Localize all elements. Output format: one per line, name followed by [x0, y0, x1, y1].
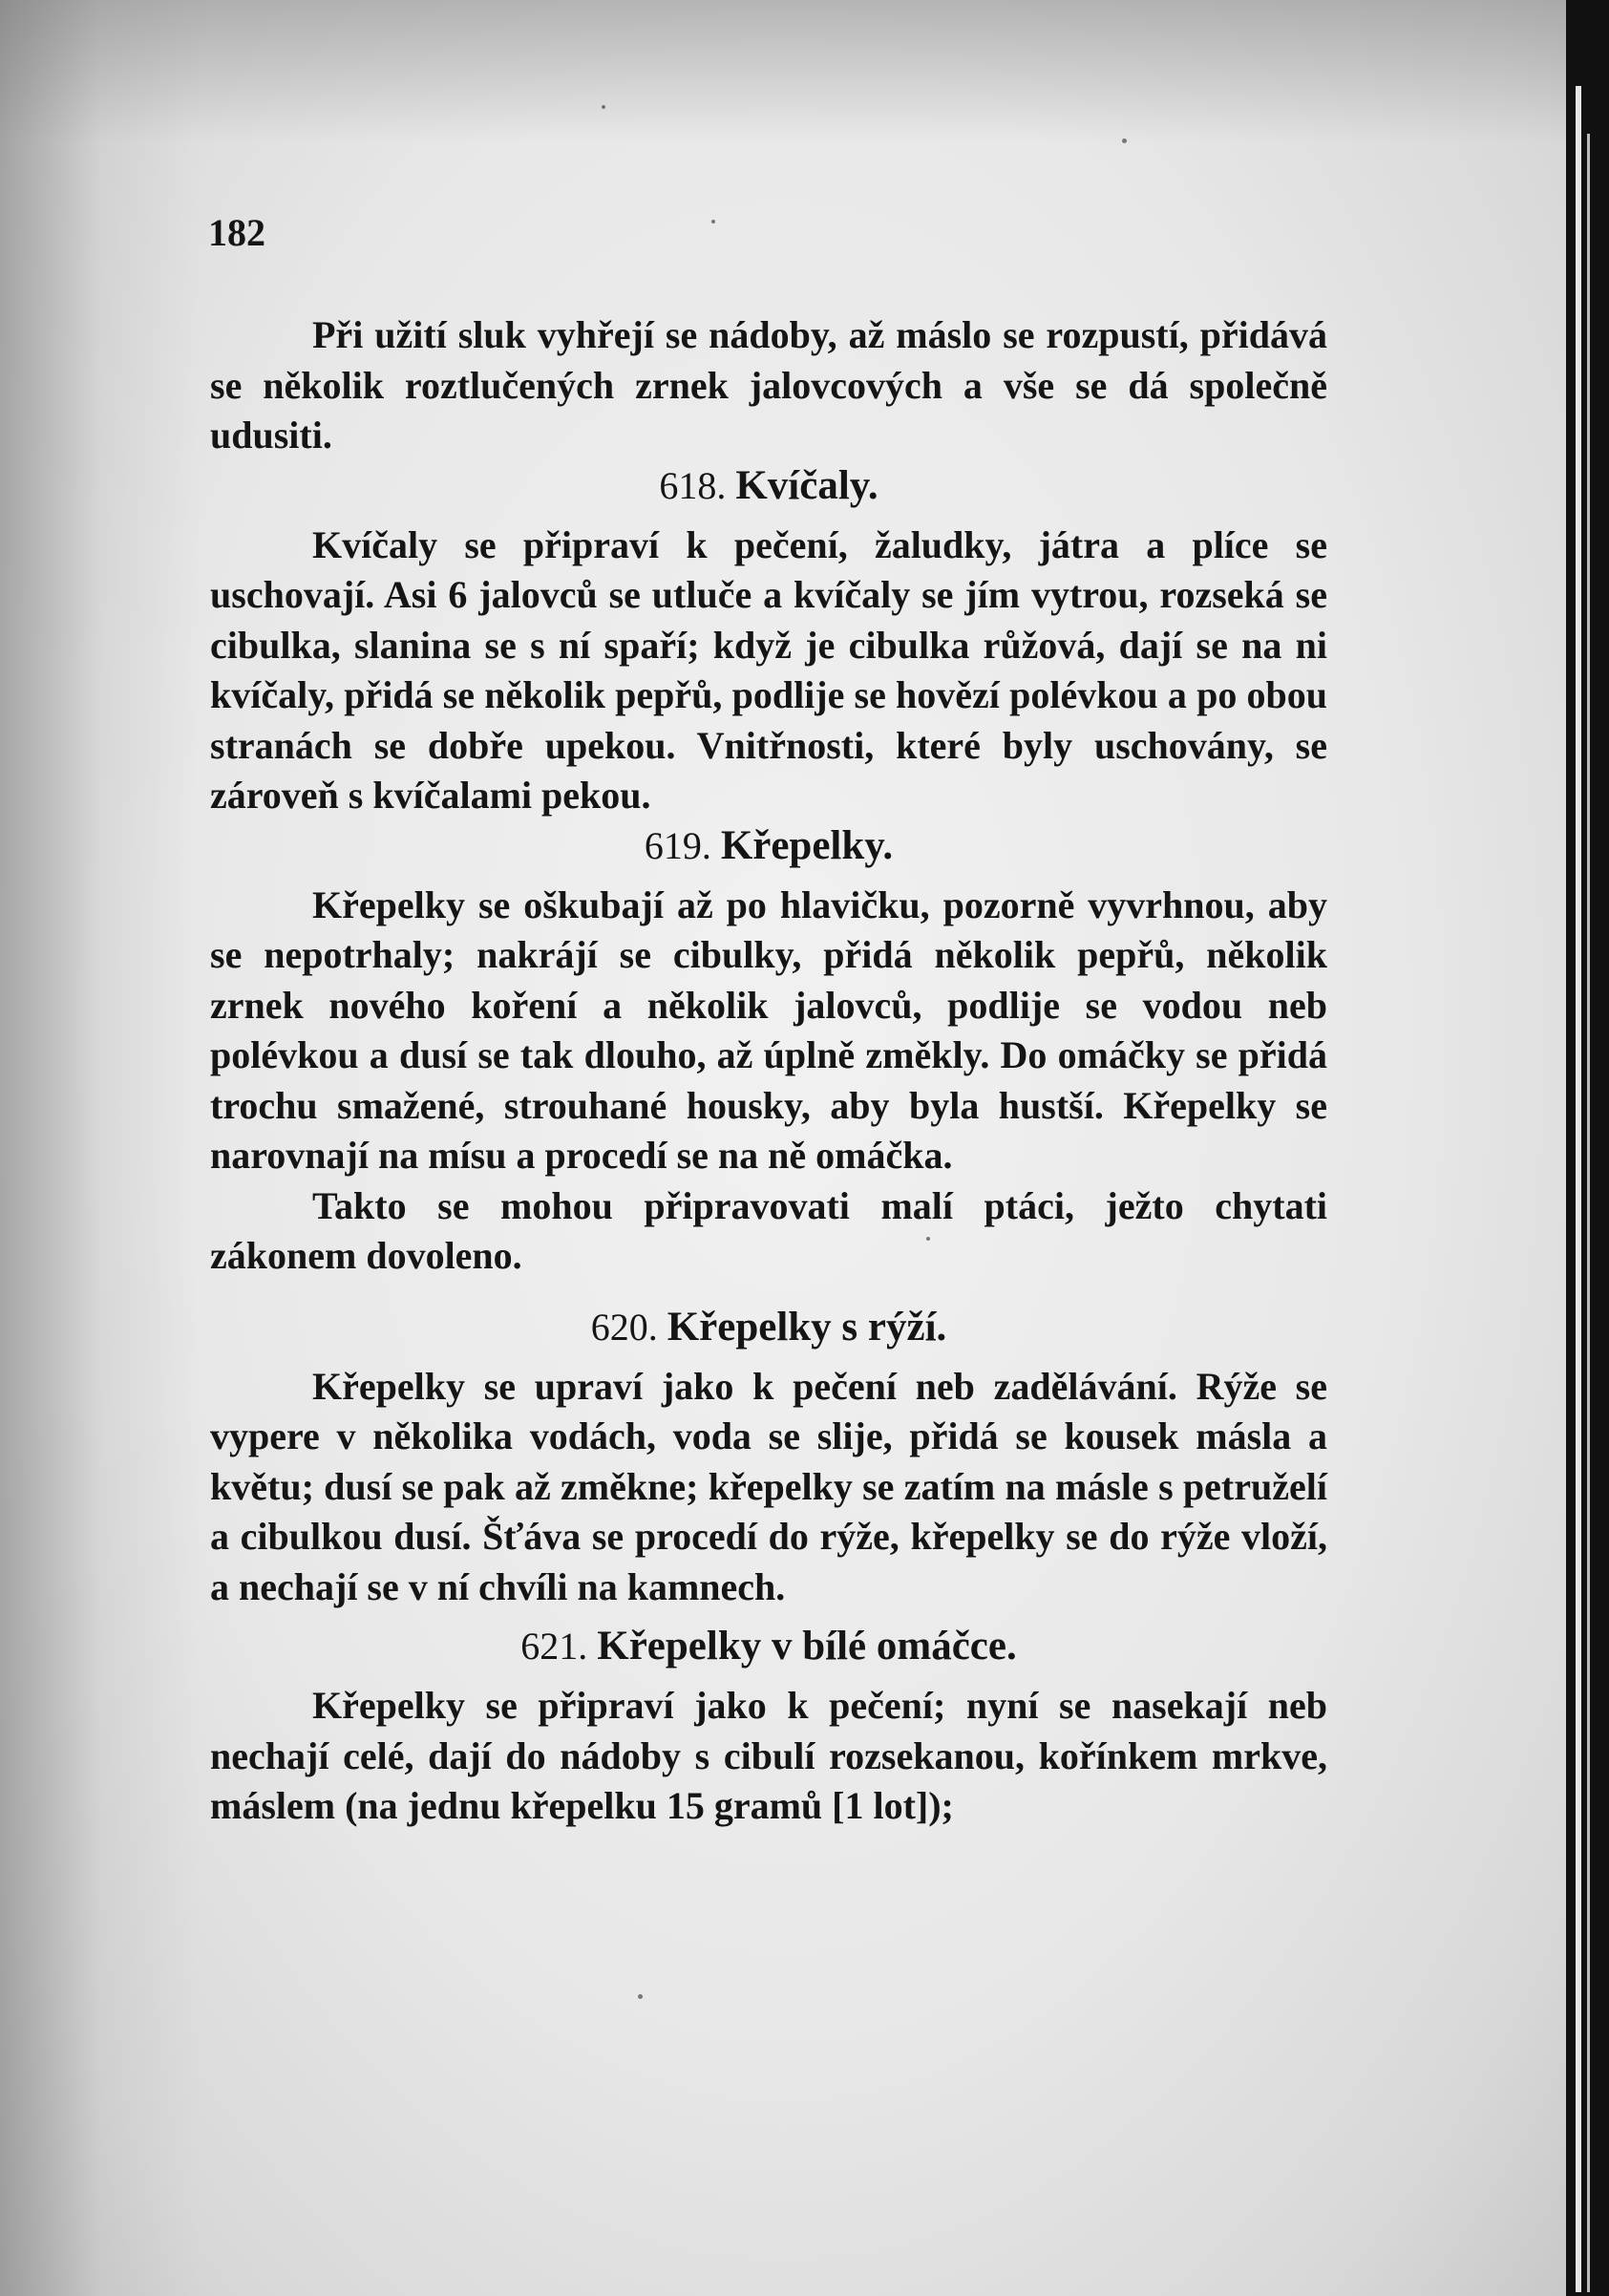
- page-number: 182: [208, 211, 265, 254]
- recipe-heading-618: [210, 461, 1327, 511]
- print-speck: [602, 105, 605, 109]
- recipe-paragraph: Křepelky se připraví jako k pečení; nyní se nasekají neb nechají celé, dají do nádoby s cibulí rozsekanou, kořínkem mrkve, máslem (na jednu křepelku 15 gramů [1 lot]);: [210, 1684, 1327, 1827]
- recipe-heading-621: [210, 1622, 1327, 1671]
- recipe-number: 621.: [520, 1625, 588, 1668]
- intro-paragraph: Při užití sluk vyhřejí se nádoby, až máslo se rozpustí, přidává se několik roztlučených zrnek jalovcových a vše se dá společně udusiti.: [210, 313, 1327, 457]
- recipe-paragraph: Kvíčaly se připraví k pečení, žaludky, játra a plíce se uschovají. Asi 6 jalovců se utluče a kvíčaly se jím vytrou, rozseká se cibulka, slanina se s ní spaří; když je cibulka růžová, dají se na ni kvíčaly, přidá se několik pepřů, podlije se hovězí polévkou a po obou stranách se dobře upekou. Vnitřnosti, které byly uschovány, se zároveň s kvíčalami pekou.: [210, 522, 1327, 817]
- print-speck: [1122, 138, 1127, 143]
- print-speck: [638, 1994, 643, 1999]
- page-edge-line: [1587, 134, 1590, 2292]
- recipe-number: 618.: [659, 463, 727, 507]
- recipe-heading-620: [210, 1303, 1327, 1352]
- recipe-paragraph: Křepelky se upraví jako k pečení neb zadělávání. Rýže se vypere v několika vodách, voda se slije, přidá se kousek másla a květu; dusí se pak až změkne; křepelky se zatím na másle s petruželí a cibulkou dusí. Šťáva se procedí do rýže, křepelky se do rýže vloží, a nechají se v ní chvíli na kamnech.: [210, 1364, 1327, 1608]
- recipe-title: Křepelky v bílé omáčce.: [597, 1624, 1017, 1669]
- recipe-heading-619: [210, 821, 1327, 871]
- recipe-paragraph: Takto se mohou připravovati malí ptáci, ježto chytati zákonem dovoleno.: [210, 1183, 1327, 1277]
- recipe-number: 620.: [590, 1305, 658, 1349]
- page-shadow-top: [0, 0, 1566, 143]
- page-edge-line: [1576, 86, 1581, 2292]
- recipe-title: Kvíčaly.: [735, 462, 879, 508]
- page-text: [210, 205, 1327, 1832]
- page-shadow-left: [0, 0, 201, 2296]
- recipe-title: Křepelky s rýží.: [667, 1304, 947, 1350]
- recipe-paragraph: Křepelky se oškubají až po hlavičku, pozorně vyvrhnou, aby se nepotrhaly; nakrájí se cibulky, přidá několik pepřů, několik zrnek nového koření a několik jalovců, podlije se vodou neb polévkou a dusí se tak dlouho, až úplně změkly. Do omáčky se přidá trochu smažené, strouhané housky, aby byla hustší. Křepelky se narovnají na mísu a procedí se na ně omáčka.: [210, 882, 1327, 1177]
- recipe-number: 619.: [644, 823, 711, 867]
- recipe-title: Křepelky.: [720, 822, 894, 868]
